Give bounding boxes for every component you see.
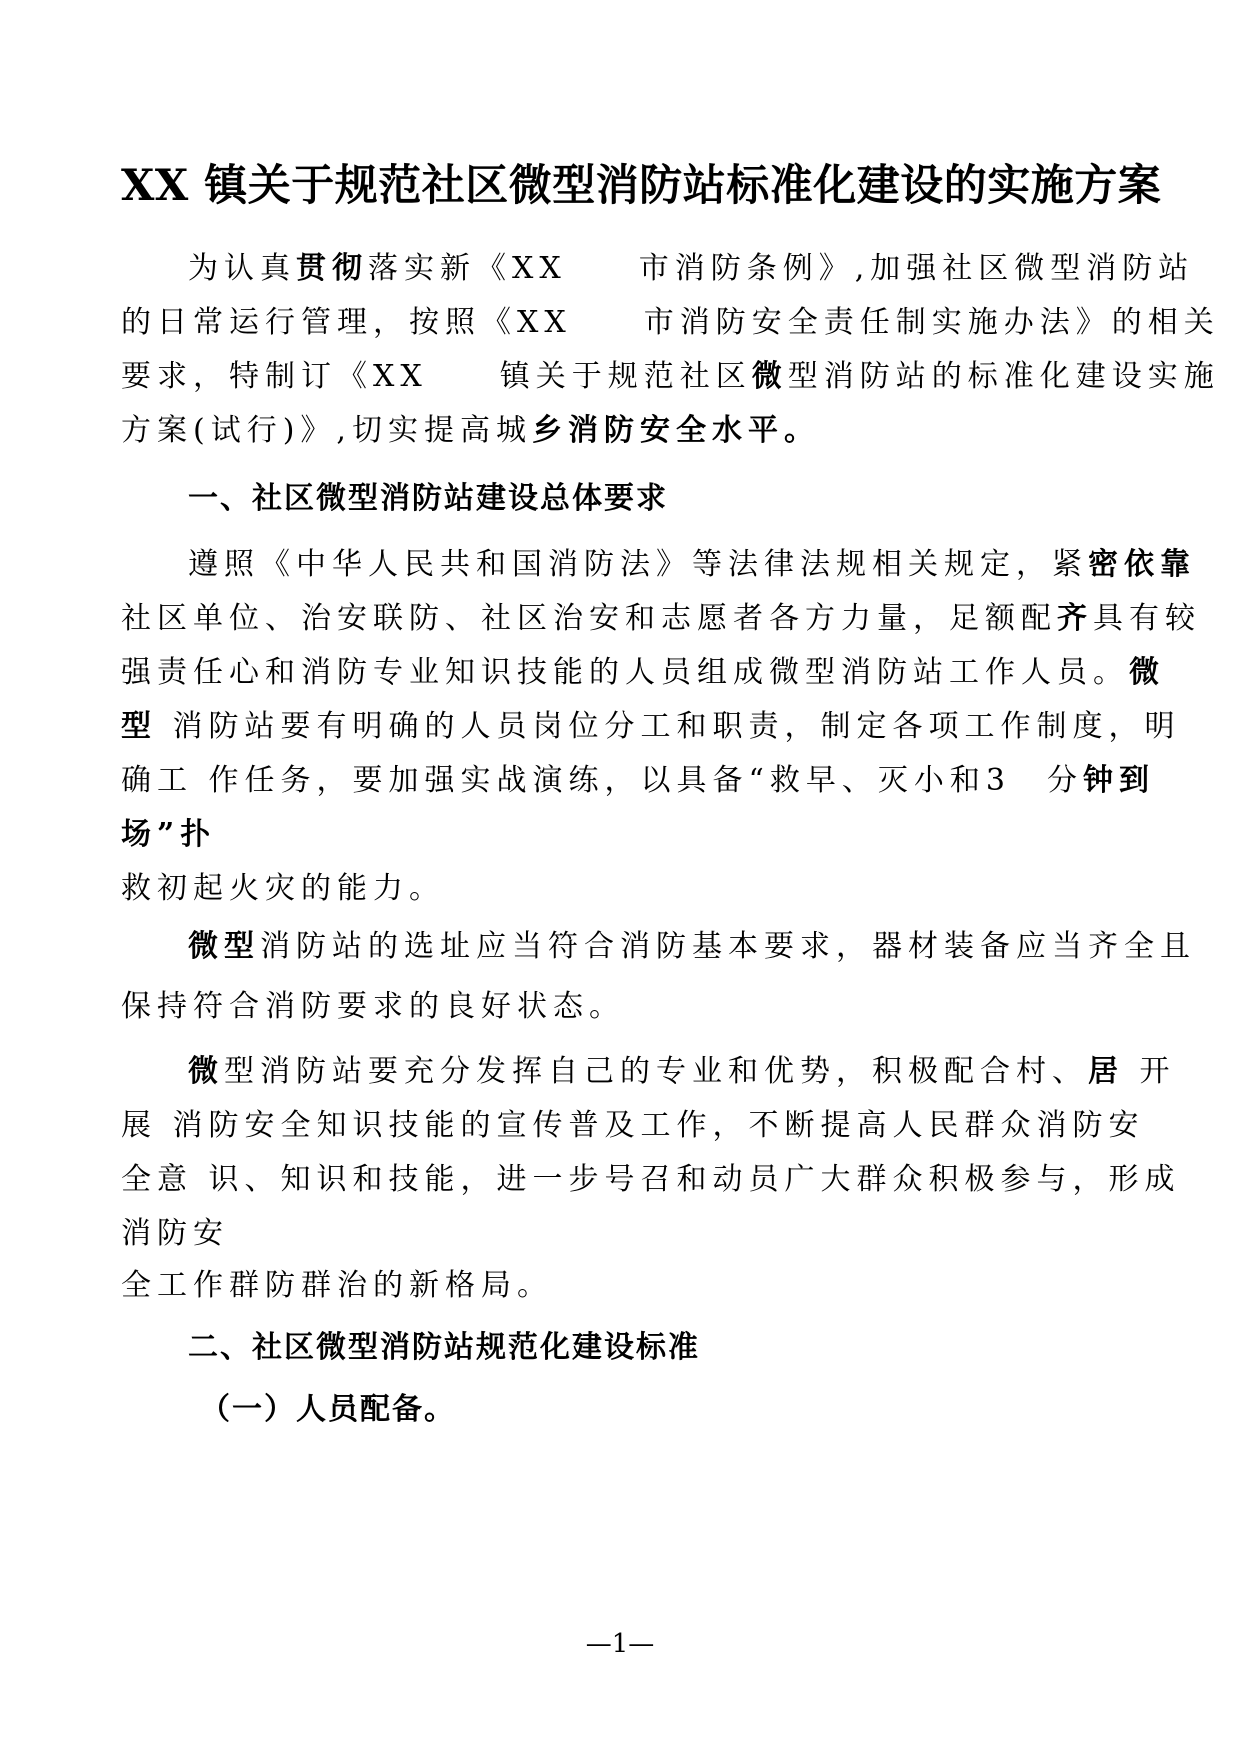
text-run: 社区单位、治安联防、社区治安和志愿者各方力量，足额配	[121, 601, 1057, 636]
text-run: 为认真	[188, 251, 296, 286]
paragraph-line: 救初起火灾的能力。	[121, 871, 445, 906]
text-run-bold: 微	[751, 359, 788, 394]
text-run-bold: 齐	[1057, 601, 1093, 636]
text-run: 落实新《XX 市消防条例》,加强社区微型消防站	[368, 251, 1195, 286]
text-run: 确工 作任务，要加强实战演练，以具备“救早、灭小和3 分	[121, 763, 1083, 798]
paragraph-line: 场”扑	[121, 817, 217, 852]
document-title: XX 镇关于规范社区微型消防站标准化建设的实施方案	[121, 161, 1162, 211]
text-run: 开	[1124, 1054, 1176, 1089]
paragraph-line	[121, 653, 1165, 693]
text-run: 强责任心和消防专业知识技能的人员组成微型消防站工作人员。	[121, 655, 1129, 690]
text-run: 具有较	[1093, 601, 1201, 636]
paragraph-line	[121, 357, 1220, 397]
paragraph-line: 消防安	[121, 1216, 229, 1251]
text-run: 遵照《中华人民共和国消防法》等法律法规相关规定，紧	[188, 547, 1088, 582]
text-run: 型消防站的标准化建设实施	[787, 359, 1220, 394]
text-run: 消防站的选址应当符合消防基本要求，器材装备应当齐全且	[260, 929, 1196, 964]
paragraph-line: 的日常运行管理，按照《XX 市消防安全责任制实施办法》的相关	[121, 305, 1220, 340]
text-run: 方案(试行)》,切实提高城	[121, 413, 532, 448]
text-run-bold: 贯彻	[296, 251, 368, 286]
text-run: 型消防站要充分发挥自己的专业和优势，积极配合村、	[224, 1054, 1088, 1089]
text-run-bold: 型	[121, 709, 157, 744]
page-number: —1—	[585, 1629, 655, 1659]
section-heading: 一、社区微型消防站建设总体要求	[188, 481, 668, 516]
paragraph-line: 保持符合消防要求的良好状态。	[121, 989, 625, 1024]
paragraph-line	[188, 1052, 1176, 1092]
text-run-bold: 乡消防安全水平。	[531, 413, 820, 448]
section-heading: 二、社区微型消防站规范化建设标准	[188, 1330, 700, 1365]
text-run-bold: 钟到	[1082, 763, 1155, 798]
paragraph-line	[188, 249, 1194, 289]
paragraph-line	[188, 545, 1196, 585]
text-run-bold: 居	[1088, 1054, 1124, 1089]
text-run: 要求，特制订《XX 镇关于规范社区	[121, 359, 752, 394]
paragraph-line	[121, 761, 1155, 801]
paragraph-line	[188, 927, 1196, 967]
text-run-bold: 微	[1129, 655, 1165, 690]
paragraph-line: 全意 识、知识和技能，进一步号召和动员广大群众积极参与，形成	[121, 1162, 1181, 1197]
paragraph-line: 全工作群防群治的新格局。	[121, 1268, 553, 1303]
text-run-bold: 微型	[188, 929, 260, 964]
text-run-bold: 微	[188, 1054, 224, 1089]
subsection-heading: （一）人员配备。	[200, 1392, 456, 1427]
paragraph-line	[121, 707, 1181, 747]
text-run: 消防站要有明确的人员岗位分工和职责，制定各项工作制度，明	[157, 709, 1181, 744]
paragraph-line	[121, 411, 820, 451]
paragraph-line: 展 消防安全知识技能的宣传普及工作，不断提高人民群众消防安	[121, 1108, 1145, 1143]
text-run-bold: 密依靠	[1088, 547, 1196, 582]
paragraph-line	[121, 599, 1201, 639]
